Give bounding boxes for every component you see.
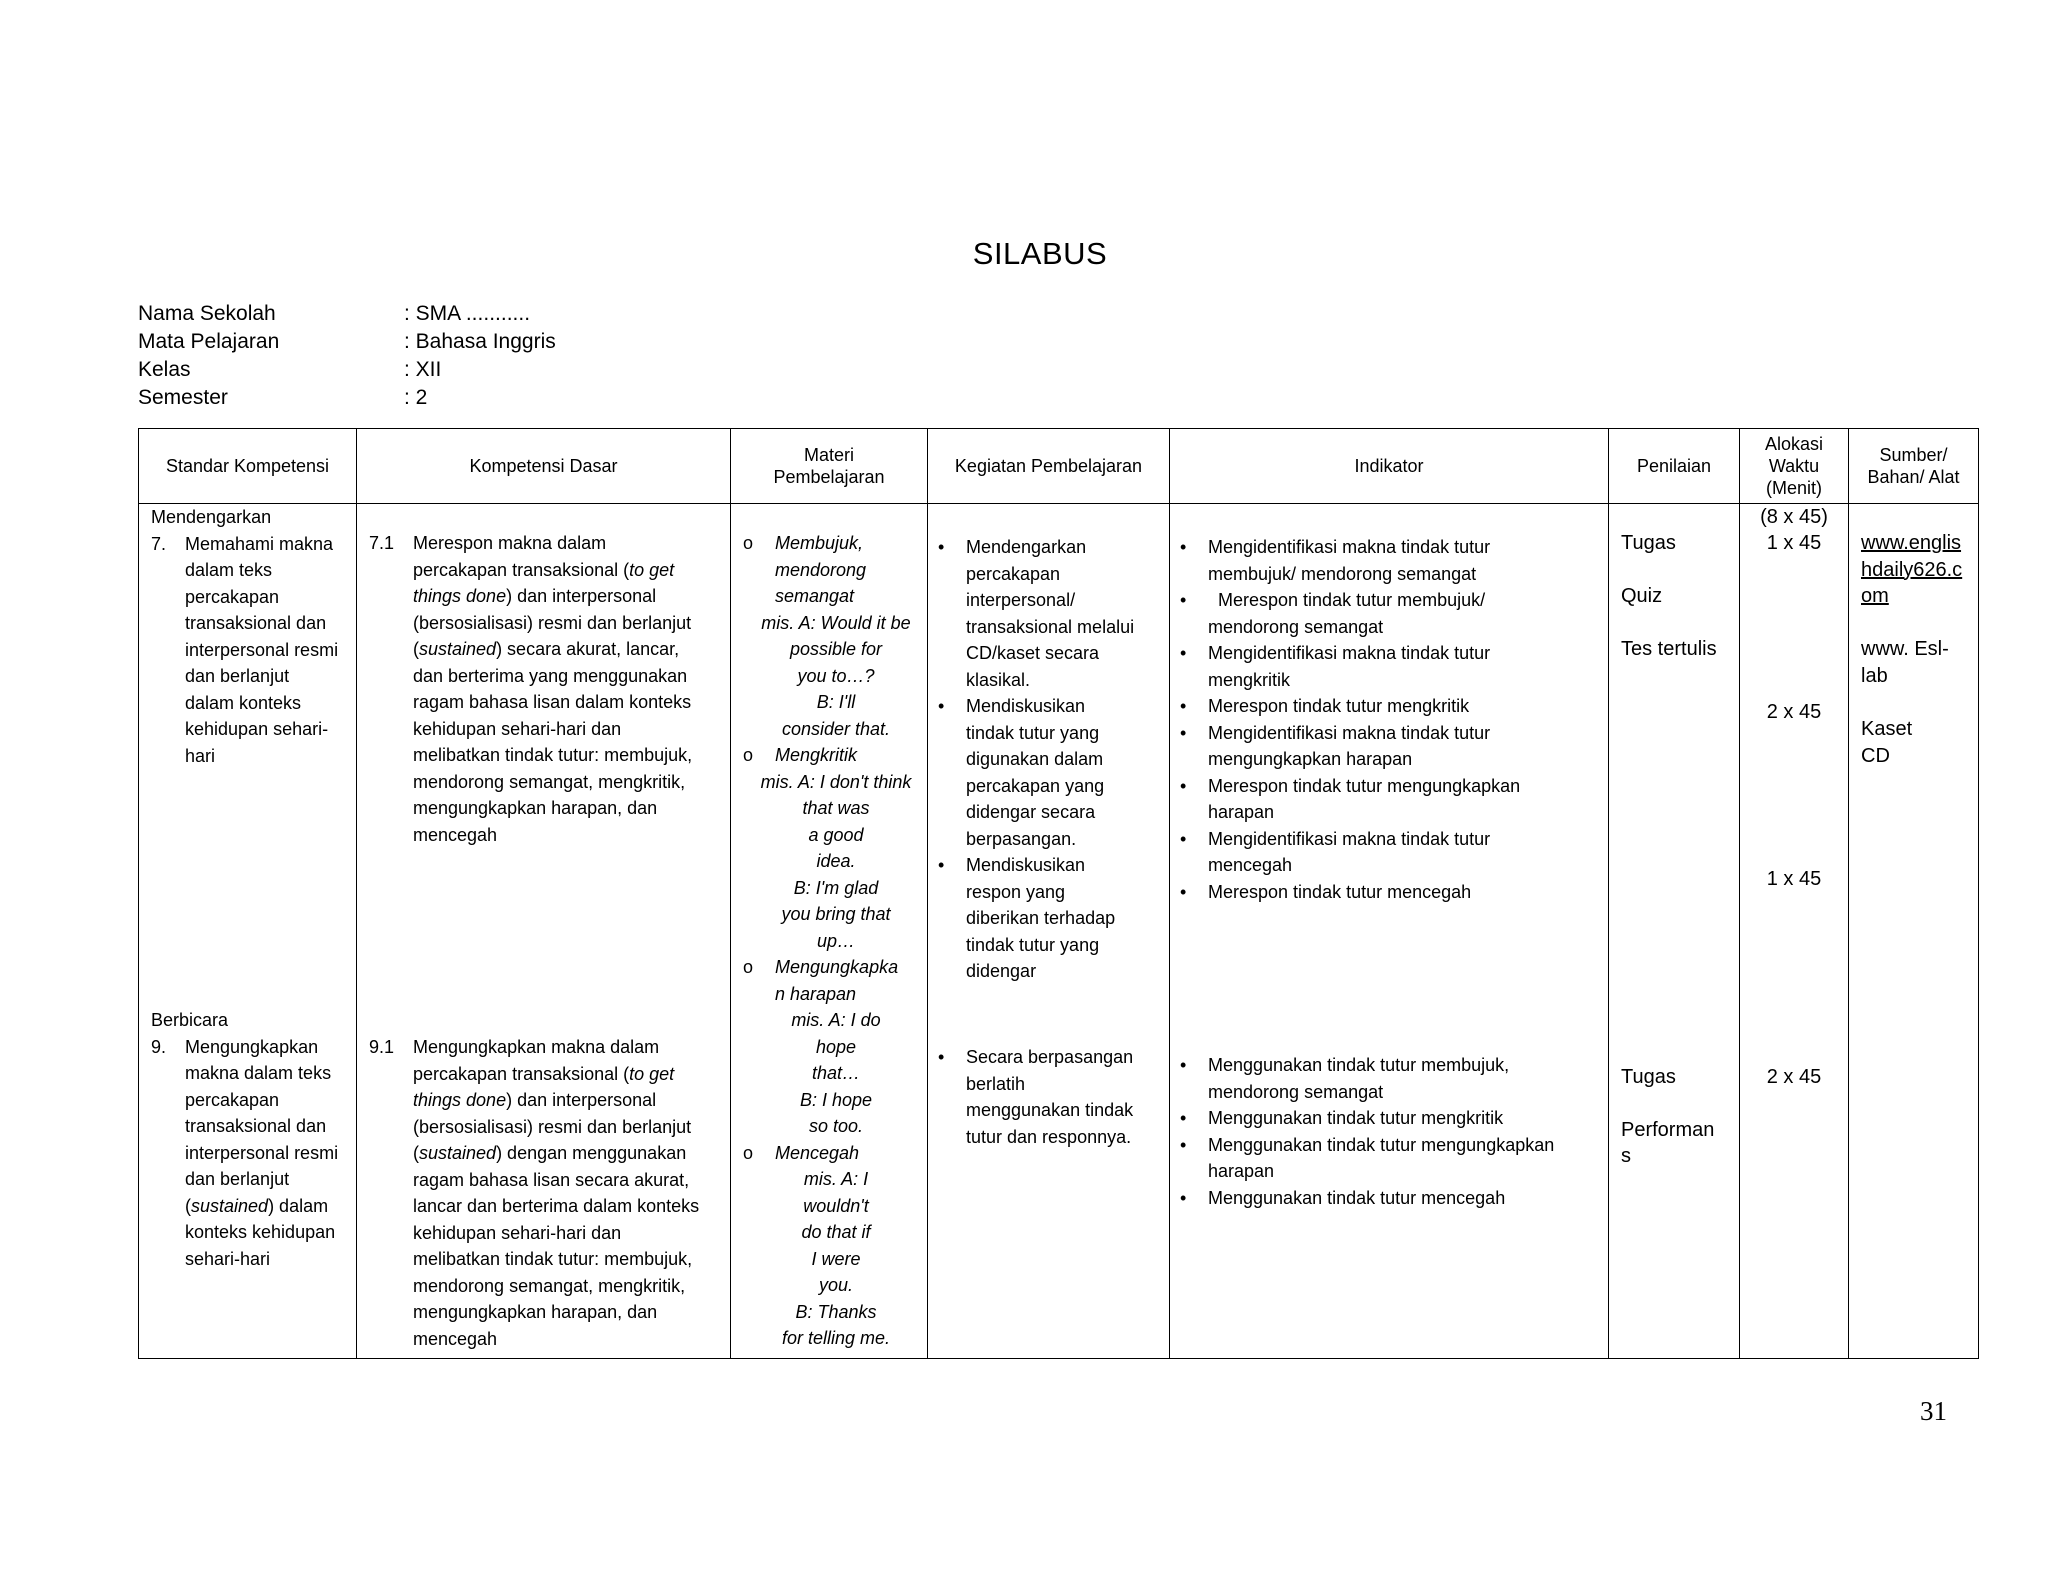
text-line: semangat (775, 586, 855, 606)
materi-item-membujuk (731, 530, 927, 610)
text-line: • Mengidentifikasi makna tindak tutur (1208, 722, 1491, 743)
text-line: o Mengungkapka (775, 957, 899, 977)
text-fragment: ) dan interpersonal (506, 586, 657, 606)
alokasi-value: 1 x 45 (1766, 532, 1822, 554)
list-item (1170, 640, 1608, 693)
text-line: berpasangan. (966, 828, 1077, 849)
header-alokasi (1740, 429, 1849, 504)
text-line: Mengungkapkan (185, 1036, 319, 1057)
text-line: om (1861, 585, 1889, 607)
list-item (1170, 1185, 1608, 1212)
list-item (1170, 1132, 1608, 1185)
resource-link-englishdaily[interactable] (1861, 530, 1978, 610)
text-line: diberikan terhadap (966, 908, 1116, 928)
materi-item-mengkritik (731, 742, 927, 769)
text-line (413, 557, 692, 584)
text-line: ragam bahasa lisan secara akurat, (413, 1169, 690, 1190)
text-line: B: I'll (816, 692, 856, 712)
text-line (413, 1061, 699, 1088)
text-line: percakapan (966, 563, 1061, 584)
text-line: I were (811, 1248, 861, 1269)
header-standar-kompetensi: Standar Kompetensi (139, 429, 357, 504)
text-line: for telling me. (781, 1328, 891, 1348)
header-penilaian: Penilaian (1609, 429, 1740, 504)
list-item (1170, 587, 1608, 640)
text-line: Merespon makna dalam (413, 533, 607, 553)
list-item (1170, 1105, 1608, 1132)
text-line: • Menggunakan tindak tutur membujuk, (1208, 1055, 1510, 1075)
meta-value: : XII (404, 358, 442, 381)
materi-example (731, 610, 927, 743)
text-line: o Mencegah (775, 1142, 860, 1163)
materi-example (731, 1166, 927, 1352)
resource-esl-lab (1861, 636, 1978, 689)
italic-term: things done (413, 586, 507, 606)
text-fragment: ) dengan menggunakan (496, 1143, 687, 1163)
text-line: transaksional dan (185, 613, 327, 633)
text-line: consider that. (781, 718, 891, 739)
text-line: Memahami makna (185, 533, 334, 554)
text-line: B: I'm glad (793, 877, 879, 898)
penilaian-item: Quiz (1621, 585, 1663, 607)
text-line: dalam konteks (185, 692, 302, 713)
text-line: ragam bahasa lisan dalam konteks (413, 692, 692, 712)
text-line: Kaset (1861, 718, 1913, 740)
text-fragment: percakapan transaksional ( (413, 559, 630, 580)
kegiatan-list-1 (928, 534, 1169, 985)
text-line: percakapan (185, 586, 280, 607)
text-line: • Mendengarkan (966, 537, 1087, 557)
text-line: (sustained) dalam (185, 1195, 329, 1216)
text-line: • Secara berpasangan (966, 1047, 1134, 1067)
text-line: you bring that (781, 904, 891, 924)
list-item (928, 534, 1169, 693)
cell-sumber (1849, 504, 1979, 1359)
list-item (928, 1044, 1169, 1150)
text-line (413, 1087, 699, 1114)
text-line: that… (811, 1063, 861, 1083)
materi-example (731, 769, 927, 955)
text-line: mendorong semangat (1208, 1081, 1384, 1102)
text-line: mencegah (413, 1328, 498, 1349)
header-indikator: Indikator (1170, 429, 1609, 504)
cell-indikator (1170, 504, 1609, 1359)
text-line: transaksional melalui (966, 616, 1135, 637)
text-line: mendorong semangat, mengkritik, (413, 1275, 686, 1296)
header-kegiatan: Kegiatan Pembelajaran (928, 429, 1170, 504)
text-line: mis. A: Would it be (761, 612, 911, 633)
text-line: www. Esl- (1861, 638, 1949, 660)
meta-row-school (138, 300, 556, 328)
cell-penilaian (1609, 504, 1740, 1359)
list-item (1170, 826, 1608, 879)
page-title: SILABUS (972, 236, 1108, 271)
text-line: B: Thanks (795, 1301, 877, 1322)
header-text: (Menit) (1765, 478, 1822, 498)
text-line: mengungkapkan harapan (1208, 749, 1413, 769)
meta-row-subject (138, 328, 556, 356)
italic-term: sustained (191, 1195, 269, 1216)
meta-label: Mata Pelajaran (138, 330, 280, 353)
indikator-list-2 (1170, 1052, 1608, 1211)
text-line: Mengungkapkan makna dalam (413, 1037, 660, 1057)
text-line: • Merespon tindak tutur mengungkapkan (1208, 775, 1521, 796)
meta-label: Kelas (138, 358, 191, 381)
item-text (413, 530, 692, 848)
resource-kaset-cd (1861, 716, 1978, 769)
text-line: makna dalam teks (185, 1063, 332, 1083)
text-line: dan berlanjut (185, 1169, 290, 1189)
text-line (413, 583, 692, 610)
text-line: konteks kehidupan (185, 1222, 336, 1242)
materi-example (731, 1007, 927, 1140)
meta-row-class (138, 356, 556, 384)
text-line: sehari-hari (185, 1248, 271, 1269)
text-line: tutur dan responnya. (966, 1126, 1132, 1147)
alokasi-value: 2 x 45 (1766, 701, 1822, 723)
text-line: a good (808, 824, 864, 845)
meta-value: : 2 (404, 386, 428, 409)
text-line: mis. A: I don't think (760, 771, 912, 792)
text-line: harapan (1208, 802, 1275, 822)
list-item (151, 531, 356, 770)
syllabus-table (138, 428, 1979, 1359)
text-line: klasikal. (966, 669, 1031, 690)
alokasi-value: 2 x 45 (1766, 1066, 1822, 1088)
text-line: percakapan (185, 1089, 280, 1110)
italic-term: things done (413, 1090, 507, 1110)
text-line: o Membujuk, (775, 533, 864, 553)
text-line: melibatkan tindak tutur: membujuk, (413, 1249, 693, 1269)
text-line: mendorong (775, 559, 867, 580)
text-line: o Mengkritik (775, 745, 858, 765)
list-item (369, 1034, 730, 1352)
penilaian-item: Tugas (1621, 1066, 1676, 1088)
text-line: berlatih (966, 1073, 1026, 1094)
list-item (928, 693, 1169, 852)
text-line: • Merespon tindak tutur mengkritik (1208, 696, 1470, 716)
text-line: CD/kaset secara (966, 643, 1100, 663)
text-fragment: percakapan transaksional ( (413, 1063, 630, 1084)
text-line: menggunakan tindak (966, 1100, 1134, 1120)
list-item (1170, 879, 1608, 906)
header-sumber (1849, 429, 1979, 504)
text-line: • Menggunakan tindak tutur mengkritik (1208, 1108, 1504, 1128)
text-line: mencegah (1208, 855, 1293, 875)
text-line: harapan (1208, 1161, 1275, 1181)
text-line: interpersonal/ (966, 590, 1076, 610)
list-item (928, 852, 1169, 985)
text-line: • Mengidentifikasi makna tindak tutur (1208, 537, 1491, 557)
item-number: 7. (151, 533, 167, 554)
text-line: you. (818, 1275, 854, 1295)
text-line: possible for (789, 639, 883, 659)
text-line: tindak tutur yang (966, 722, 1100, 743)
meta-label: Semester (138, 386, 228, 409)
penilaian-item: Tugas (1621, 532, 1676, 554)
header-text: Bahan/ Alat (1867, 467, 1960, 487)
text-line: hari (185, 745, 216, 766)
italic-term: to get (629, 1063, 675, 1084)
text-line: n harapan (775, 983, 857, 1004)
text-line: dalam teks (185, 560, 273, 580)
text-line: mengungkapkan harapan, dan (413, 798, 658, 818)
text-line: mendorong semangat (1208, 616, 1384, 637)
indikator-list-1 (1170, 534, 1608, 905)
text-line: • Menggunakan tindak tutur mencegah (1208, 1187, 1506, 1208)
text-line: • Mendiskusikan (966, 855, 1086, 875)
text-line: mengkritik (1208, 669, 1291, 690)
text-line: lab (1861, 664, 1888, 687)
list-item (151, 1034, 356, 1273)
list-item (369, 530, 730, 848)
text-line: (sustained) secara akurat, lancar, (413, 639, 680, 659)
header-text: Pembelajaran (773, 467, 885, 487)
item-number: 9. (151, 1036, 167, 1057)
penilaian-item: Tes tertulis (1621, 638, 1717, 660)
text-line: (bersosialisasi) resmi dan berlanjut (413, 1116, 692, 1137)
item-text (413, 1034, 699, 1352)
text-line: membujuk/ mendorong semangat (1208, 563, 1477, 584)
text-line: www.englis (1861, 532, 1962, 554)
item-number: 7.1 (369, 533, 395, 553)
text-line: kehidupan sehari-hari dan (413, 1222, 622, 1243)
text-fragment: ) dalam (268, 1195, 329, 1216)
text-line: dan berlanjut (185, 666, 290, 686)
list-item (1170, 773, 1608, 826)
text-line: mis. A: I (803, 1169, 869, 1189)
header-text: Materi (803, 445, 854, 465)
text-line: dan berterima yang menggunakan (413, 665, 688, 686)
text-line: (bersosialisasi) resmi dan berlanjut (413, 612, 692, 633)
text-fragment: ) dan interpersonal (506, 1090, 657, 1110)
text-line: digunakan dalam (966, 749, 1104, 769)
text-line: interpersonal resmi (185, 639, 339, 660)
alokasi-total: (8 x 45) (1760, 506, 1828, 528)
item-text (185, 1034, 338, 1273)
text-line: interpersonal resmi (185, 1142, 339, 1163)
meta-value: : SMA ........... (404, 302, 531, 325)
text-line: • Merespon tindak tutur membujuk/ (1208, 590, 1486, 610)
meta-value: : Bahasa Inggris (404, 330, 556, 353)
text-line: mis. A: I do (791, 1010, 881, 1030)
text-line: transaksional dan (185, 1116, 327, 1136)
document-meta (138, 300, 556, 412)
header-materi (731, 429, 928, 504)
list-item (1170, 720, 1608, 773)
text-line: do that if (801, 1222, 871, 1242)
list-item (1170, 1052, 1608, 1105)
text-line: (sustained) dengan menggunakan (413, 1143, 687, 1163)
text-line: mengungkapkan harapan, dan (413, 1302, 658, 1322)
text-line: kehidupan sehari- (185, 719, 329, 739)
text-line: you to…? (797, 665, 875, 686)
item-text (185, 531, 338, 770)
header-text: Alokasi (1764, 434, 1824, 454)
text-line: B: I hope (799, 1089, 873, 1110)
alokasi-value: 1 x 45 (1766, 868, 1822, 890)
section-label-berbicara: Berbicara (151, 1010, 229, 1030)
cell-materi (731, 504, 928, 1359)
text-line: so too. (808, 1116, 864, 1136)
text-line: didengar secara (966, 802, 1096, 822)
kegiatan-list-2 (928, 1044, 1169, 1150)
penilaian-item: s (1621, 1145, 1631, 1167)
text-line: kehidupan sehari-hari dan (413, 718, 622, 739)
header-kompetensi-dasar: Kompetensi Dasar (357, 429, 731, 504)
text-line: respon yang (966, 881, 1066, 902)
cell-kegiatan (928, 504, 1170, 1359)
text-line: that was (802, 798, 870, 818)
table-row (139, 504, 1979, 1359)
italic-term: sustained (419, 1143, 497, 1163)
text-line: • Mendiskusikan (966, 696, 1086, 716)
text-line: up… (816, 930, 856, 951)
penilaian-item: Performan (1621, 1119, 1715, 1141)
text-line: didengar (966, 961, 1037, 981)
materi-item-mencegah (731, 1140, 927, 1167)
text-fragment: ) secara akurat, lancar, (496, 639, 680, 659)
text-line: mencegah (413, 824, 498, 845)
text-line: tindak tutur yang (966, 934, 1100, 955)
meta-row-semester (138, 384, 556, 412)
text-line: melibatkan tindak tutur: membujuk, (413, 745, 693, 765)
text-line: • Merespon tindak tutur mencegah (1208, 881, 1472, 902)
list-item (1170, 534, 1608, 587)
text-line: idea. (816, 851, 856, 871)
header-text: Waktu (1768, 456, 1820, 476)
text-line: • Menggunakan tindak tutur mengungkapkan (1208, 1134, 1555, 1155)
text-line: wouldn't (803, 1195, 869, 1216)
page-number: 31 (1920, 1396, 1947, 1426)
section-label-mendengarkan: Mendengarkan (151, 507, 272, 527)
text-line: lancar dan berterima dalam konteks (413, 1196, 700, 1216)
cell-alokasi (1740, 504, 1849, 1359)
header-text: Sumber/ (1879, 445, 1948, 465)
list-item (1170, 693, 1608, 720)
text-line: CD (1861, 744, 1890, 767)
text-line: • Mengidentifikasi makna tindak tutur (1208, 643, 1491, 663)
text-line: mendorong semangat, mengkritik, (413, 771, 686, 792)
materi-item-harapan (731, 954, 927, 1007)
meta-label: Nama Sekolah (138, 302, 276, 325)
text-line: • Mengidentifikasi makna tindak tutur (1208, 828, 1491, 849)
item-number: 9.1 (369, 1037, 395, 1057)
text-line: hdaily626.c (1861, 558, 1963, 581)
table-header-row (139, 429, 1979, 504)
text-line: percakapan yang (966, 775, 1105, 796)
italic-term: sustained (419, 639, 497, 659)
cell-kompetensi-dasar (357, 504, 731, 1359)
cell-standar-kompetensi (139, 504, 357, 1359)
italic-term: to get (629, 559, 675, 580)
text-line: hope (815, 1036, 857, 1057)
